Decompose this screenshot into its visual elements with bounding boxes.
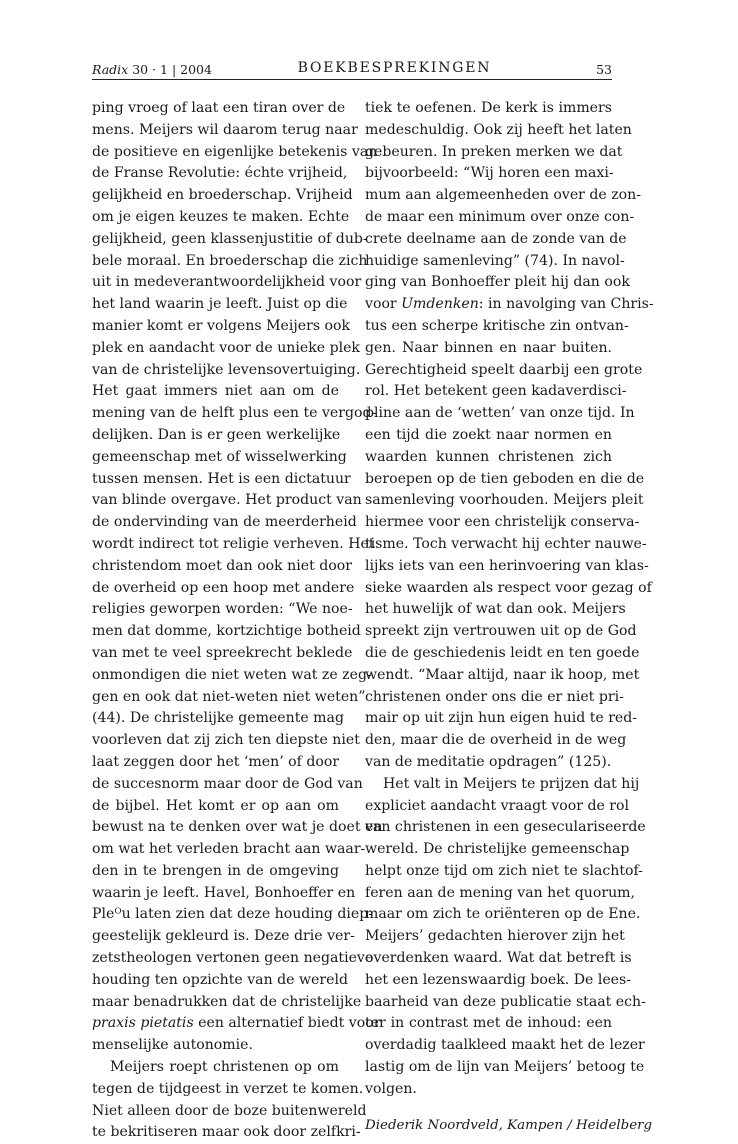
text-line: beroepen op de tien geboden en die de <box>365 470 645 487</box>
text-line: van christenen in een geseculariseerde <box>365 819 646 836</box>
text-line: volgen. <box>365 1080 417 1097</box>
text-line: gen. Naar binnen en naar buiten. <box>365 339 612 356</box>
text-line: christenen onder ons die er niet pri- <box>365 688 624 705</box>
text-line: christendom moet dan ook niet door <box>92 557 352 574</box>
text-line: houding ten opzichte van de wereld <box>92 971 348 988</box>
text-line: lijks iets van een herinvoering van klas- <box>365 557 649 574</box>
text-line: gen en ook dat niet-weten niet weten” <box>92 688 366 705</box>
text-line: te bekritiseren maar ook door zelfkri- <box>92 1124 361 1141</box>
text-line: huidige samenleving” (74). In navol- <box>365 252 625 269</box>
text-line: delijken. Dan is er geen werkelijke <box>92 426 341 443</box>
text-line: het een lezenswaardig boek. De lees- <box>365 971 632 988</box>
issue-info: 30 · 1 | 2004 <box>132 62 212 77</box>
text-line: bewust na te denken over wat je doet en <box>92 819 383 836</box>
text-line: spreekt zijn vertrouwen uit op de God <box>365 623 637 640</box>
text-line: praxis pietatis een alternatief biedt voor <box>92 1015 381 1032</box>
text-line: zetstheologen vertonen geen negatieve <box>92 950 374 967</box>
text-line: religies geworpen worden: “We noe- <box>92 601 353 618</box>
text-line: een tijd die zoekt naar normen en <box>365 426 612 443</box>
text-line: de positieve en eigenlijke betekenis van <box>92 143 378 160</box>
text-line: Meijers roept christenen op om <box>110 1059 339 1076</box>
text-line: voor Umdenken: in navolging van Chris- <box>365 296 654 313</box>
text-line: gebeuren. In preken merken we dat <box>365 143 623 160</box>
text-line: Gerechtigheid speelt daarbij een grote <box>365 361 643 378</box>
text-line: lastig om de lijn van Meijers’ betoog te <box>365 1059 645 1076</box>
text-line: mens. Meijers wil daarom terug naar <box>92 121 358 138</box>
text-line: bele moraal. En broederschap die zich <box>92 252 368 269</box>
text-line: de ondervinding van de meerderheid <box>92 514 357 531</box>
text-line: onmondigen die niet weten wat ze zeg- <box>92 666 372 683</box>
text-line: voorleven dat zij zich ten diepste niet <box>92 732 360 749</box>
text-line: mening van de helft plus een te vergod- <box>92 405 377 422</box>
text-line: medeschuldig. Ook zij heeft het laten <box>365 121 632 138</box>
text-line: plek en aandacht voor de unieke plek <box>92 339 360 356</box>
text-line: mum aan algemeenheden over de zon- <box>365 187 641 204</box>
text-line: sieke waarden als respect voor gezag of <box>365 579 652 596</box>
section-title: BOEKBESPREKINGEN <box>297 60 492 76</box>
text-line: bijvoorbeeld: “Wij horen een maxi- <box>365 165 614 182</box>
review-signature: Diederik Noordveld, Kampen / Heidelberg <box>365 1117 653 1133</box>
text-line: waarin je leeft. Havel, Bonhoeffer en <box>92 884 356 901</box>
text-line: Het valt in Meijers te prijzen dat hij <box>383 775 640 792</box>
text-line: expliciet aandacht vraagt voor de rol <box>365 797 630 814</box>
text-line: ping vroeg of laat een tiran over de <box>92 100 346 116</box>
text-line: mair op uit zijn hun eigen huid te red- <box>365 710 638 727</box>
text-line: om je eigen keuzes te maken. Echte <box>92 208 350 225</box>
text-line: Het gaat immers niet aan om de <box>92 383 339 400</box>
header-rule <box>92 79 612 80</box>
text-line: tegen de tijdgeest in verzet te komen. <box>92 1080 364 1097</box>
text-line: men dat domme, kortzichtige botheid <box>92 623 361 640</box>
page-number: 53 <box>596 62 612 77</box>
text-line: samenleving voorhouden. Meijers pleit <box>365 492 644 509</box>
text-line: van de christelijke levensovertuiging. <box>92 361 361 378</box>
text-line: uit in medeverantwoordelijkheid voor <box>92 274 362 291</box>
text-line: de maar een minimum over onze con- <box>365 208 635 225</box>
text-line: manier komt er volgens Meijers ook <box>92 317 351 334</box>
left-column <box>92 98 383 1144</box>
text-line: menselijke autonomie. <box>92 1037 253 1054</box>
text-line: tisme. Toch verwacht hij echter nauwe- <box>365 535 647 552</box>
text-line: het land waarin je leeft. Juist op die <box>92 296 348 313</box>
text-line: maar om zich te oriënteren op de Ene. <box>365 906 641 923</box>
text-line: tiek te oefenen. De kerk is immers <box>365 100 612 116</box>
text-line: pline aan de ‘wetten’ van onze tijd. In <box>365 405 635 422</box>
text-line: ging van Bonhoeffer pleit hij dan ook <box>365 274 630 291</box>
text-line: maar benadrukken dat de christelijke <box>92 993 362 1010</box>
text-line: rol. Het betekent geen kadaverdisci- <box>365 383 627 400</box>
text-line: de Franse Revolutie: échte vrijheid, <box>92 165 348 182</box>
text-line: van blinde overgave. Het product van <box>92 492 362 509</box>
text-line: tus een scherpe kritische zin ontvan- <box>365 317 629 334</box>
text-line: tussen mensen. Het is een dictatuur <box>92 470 351 487</box>
text-line: helpt onze tijd om zich niet te slachtof- <box>365 862 643 879</box>
text-line: gelijkheid en broederschap. Vrijheid <box>92 187 353 204</box>
text-line: Niet alleen door de boze buitenwereld <box>92 1102 367 1119</box>
text-line: den, maar die de overheid in de weg <box>365 732 627 749</box>
text-line: hiermee voor een christelijk conserva- <box>365 514 640 531</box>
text-line: de succesnorm maar door de God van <box>92 775 363 792</box>
text-line: overdadig taalkleed maakt het de lezer <box>365 1037 645 1054</box>
right-column <box>365 98 654 1136</box>
text-line: gemeenschap met of wisselwerking <box>92 448 347 465</box>
text-line: laat zeggen door het ‘men’ of door <box>92 753 340 770</box>
text-line: Pleᴼu laten zien dat deze houding diep- <box>92 906 374 923</box>
text-line: ter in contrast met de inhoud: een <box>365 1015 612 1032</box>
text-line: baarheid van deze publicatie staat ech- <box>365 993 646 1010</box>
text-line: wereld. De christelijke gemeenschap <box>365 841 630 858</box>
text-line: de overheid op een hoop met andere <box>92 579 355 596</box>
text-line: van met te veel spreekrecht beklede <box>92 644 353 661</box>
journal-name: Radix <box>92 62 129 77</box>
text-line: Meijers’ gedachten hierover zijn het <box>365 928 625 945</box>
text-line: crete deelname aan de zonde van de <box>365 230 627 247</box>
text-line: feren aan de mening van het quorum, <box>365 884 635 901</box>
text-line: het huwelijk of wat dan ook. Meijers <box>365 601 626 618</box>
text-line: gelijkheid, geen klassenjustitie of dub- <box>92 230 368 247</box>
text-line: overdenken waard. Wat dat betreft is <box>365 950 632 967</box>
text-line: geestelijk gekleurd is. Deze drie ver- <box>92 928 355 945</box>
text-line: de bijbel. Het komt er op aan om <box>92 797 339 814</box>
text-line: (44). De christelijke gemeente mag <box>92 710 344 727</box>
text-line: waarden kunnen christenen zich <box>365 448 612 465</box>
text-line: om wat het verleden bracht aan waar- <box>92 841 366 858</box>
text-line: wordt indirect tot religie verheven. Het <box>92 535 375 552</box>
text-line: wendt. “Maar altijd, naar ik hoop, met <box>365 666 640 683</box>
text-line: den in te brengen in de omgeving <box>92 862 339 879</box>
text-line: die de geschiedenis leidt en ten goede <box>365 644 640 661</box>
text-line: van de meditatie opdragen” (125). <box>365 753 612 770</box>
